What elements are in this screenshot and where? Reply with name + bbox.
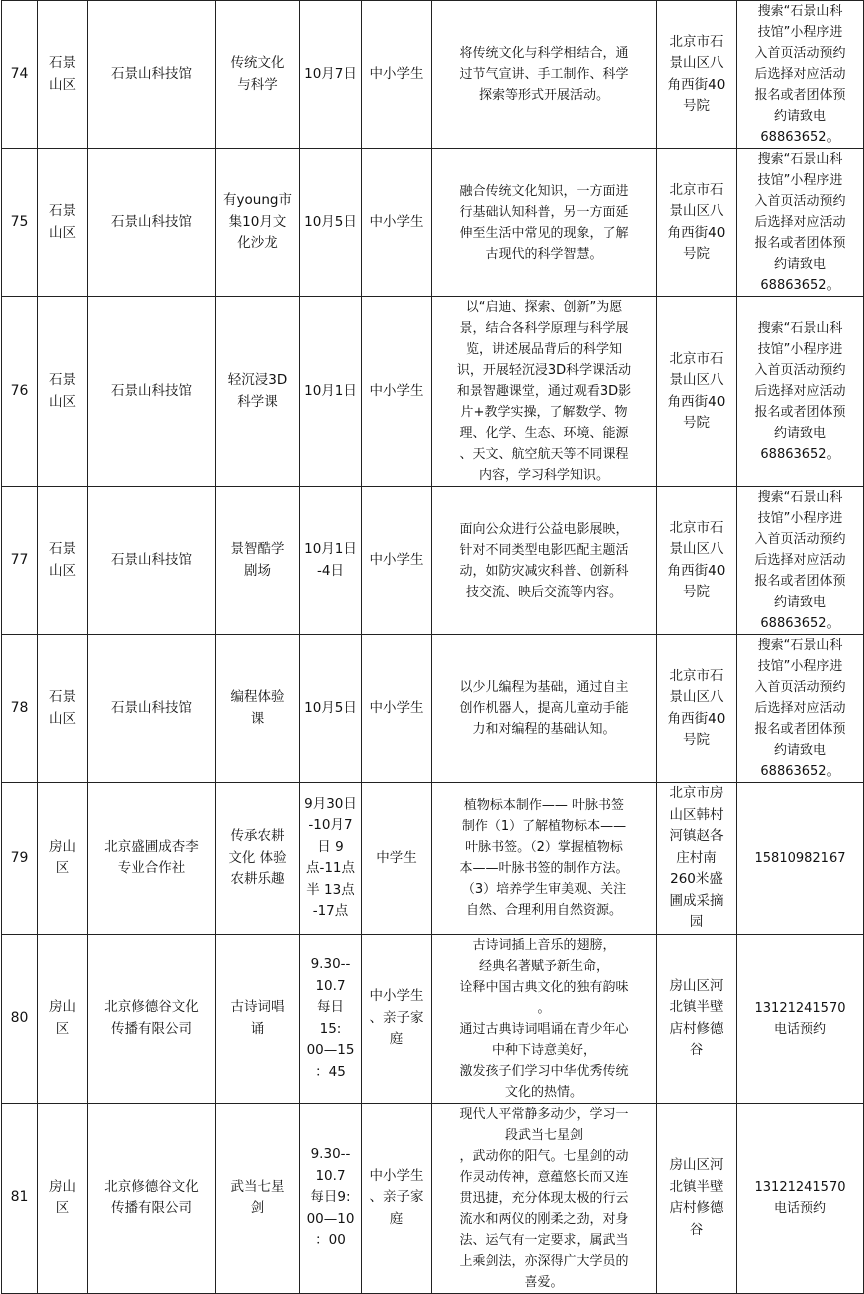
organizer-cell: 石景山科技馆 (88, 487, 216, 635)
audience-cell: 中小学生 、亲子家 庭 (362, 934, 432, 1103)
date-cell: 9月30日 -10月7 日 9 点-11点 半 13点 -17点 (300, 783, 362, 935)
address-cell: 北京市石 景山区八 角西街40 号院 (657, 149, 737, 297)
description-cell: 将传统文化与科学相结合，通 过节气宣讲、手工制作、科学 探索等形式开展活动。 (432, 1, 657, 149)
description-cell: 融合传统文化知识，一方面进 行基础认知科普，另一方面延 伸至生活中常见的现象，了解 古现代的科学智慧。 (432, 149, 657, 297)
district-cell: 石景 山区 (38, 1, 88, 149)
district-cell: 房山 区 (38, 783, 88, 935)
activity-name-cell: 传统文化 与科学 (216, 1, 300, 149)
audience-cell: 中小学生 、亲子家 庭 (362, 1103, 432, 1293)
activity-table (1, 0, 864, 1294)
audience-cell: 中小学生 (362, 1, 432, 149)
table-row (2, 934, 864, 1103)
activity-name-cell: 传承农耕 文化 体验 农耕乐趣 (216, 783, 300, 935)
table-row (2, 487, 864, 635)
contact-cell: 搜索“石景山科 技馆”小程序进 入首页活动预约 后选择对应活动 报名或者团体预 约请致电 68863652。 (737, 487, 864, 635)
organizer-cell: 北京盛圃成杏李 专业合作社 (88, 783, 216, 935)
contact-cell: 13121241570 电话预约 (737, 1103, 864, 1293)
organizer-cell: 石景山科技馆 (88, 297, 216, 487)
date-cell: 10月1日 -4日 (300, 487, 362, 635)
district-cell: 房山 区 (38, 934, 88, 1103)
date-cell: 10月7日 (300, 1, 362, 149)
row-number: 75 (2, 149, 38, 297)
address-cell: 房山区河 北镇半壁 店村修德 谷 (657, 1103, 737, 1293)
audience-cell: 中小学生 (362, 487, 432, 635)
audience-cell: 中小学生 (362, 297, 432, 487)
organizer-cell: 北京修德谷文化 传播有限公司 (88, 1103, 216, 1293)
row-number: 74 (2, 1, 38, 149)
date-cell: 9.30-- 10.7 每日 15: 00—15 ：45 (300, 934, 362, 1103)
table-body (2, 1, 864, 1294)
organizer-cell: 石景山科技馆 (88, 149, 216, 297)
table-row (2, 297, 864, 487)
date-cell: 10月5日 (300, 635, 362, 783)
district-cell: 石景 山区 (38, 487, 88, 635)
row-number: 77 (2, 487, 38, 635)
table-row (2, 149, 864, 297)
activity-name-cell: 轻沉浸3D 科学课 (216, 297, 300, 487)
description-cell: 面向公众进行公益电影展映， 针对不同类型电影匹配主题活 动，如防灾减灾科普、创新科 技交流、映后交流等内容。 (432, 487, 657, 635)
contact-cell: 搜索“石景山科 技馆”小程序进 入首页活动预约 后选择对应活动 报名或者团体预 约请致电 68863652。 (737, 297, 864, 487)
activity-name-cell: 有young市 集10月文 化沙龙 (216, 149, 300, 297)
date-cell: 10月1日 (300, 297, 362, 487)
description-cell: 古诗词插上音乐的翅膀， 经典名著赋予新生命， 诠释中国古典文化的独有韵味 。 通过古典诗词唱诵在青少年心 中种下诗意美好， 激发孩子们学习中华优秀传统 文化的热情。 (432, 934, 657, 1103)
activity-name-cell: 武当七星 剑 (216, 1103, 300, 1293)
district-cell: 石景 山区 (38, 149, 88, 297)
row-number: 76 (2, 297, 38, 487)
address-cell: 北京市房 山区韩村 河镇赵各 庄村南 260米盛 圃成采摘 园 (657, 783, 737, 935)
table-row (2, 1103, 864, 1293)
contact-cell: 搜索“石景山科 技馆”小程序进 入首页活动预约 后选择对应活动 报名或者团体预 约请致电 68863652。 (737, 635, 864, 783)
contact-cell: 13121241570 电话预约 (737, 934, 864, 1103)
organizer-cell: 北京修德谷文化 传播有限公司 (88, 934, 216, 1103)
date-cell: 10月5日 (300, 149, 362, 297)
district-cell: 房山 区 (38, 1103, 88, 1293)
audience-cell: 中学生 (362, 783, 432, 935)
activity-name-cell: 编程体验 课 (216, 635, 300, 783)
audience-cell: 中小学生 (362, 149, 432, 297)
organizer-cell: 石景山科技馆 (88, 635, 216, 783)
table-row (2, 635, 864, 783)
row-number: 80 (2, 934, 38, 1103)
contact-cell: 搜索“石景山科 技馆”小程序进 入首页活动预约 后选择对应活动 报名或者团体预 约请致电 68863652。 (737, 1, 864, 149)
activity-name-cell: 古诗词唱 诵 (216, 934, 300, 1103)
description-cell: 现代人平常静多动少，学习一 段武当七星剑 ，武动你的阳气。七星剑的动 作灵动传神，意蕴悠长而又连 贯迅捷，充分体现太极的行云 流水和两仪的刚柔之劲，对身 法、运气有一定要求，属武当 上乘剑法，亦深得广大学员的 喜爱。 (432, 1103, 657, 1293)
contact-cell: 15810982167 (737, 783, 864, 935)
row-number: 79 (2, 783, 38, 935)
organizer-cell: 石景山科技馆 (88, 1, 216, 149)
contact-cell: 搜索“石景山科 技馆”小程序进 入首页活动预约 后选择对应活动 报名或者团体预 约请致电 68863652。 (737, 149, 864, 297)
table-row (2, 783, 864, 935)
activity-name-cell: 景智酷学 剧场 (216, 487, 300, 635)
address-cell: 北京市石 景山区八 角西街40 号院 (657, 635, 737, 783)
address-cell: 北京市石 景山区八 角西街40 号院 (657, 1, 737, 149)
description-cell: 以少儿编程为基础，通过自主 创作机器人，提高儿童动手能 力和对编程的基础认知。 (432, 635, 657, 783)
district-cell: 石景 山区 (38, 297, 88, 487)
audience-cell: 中小学生 (362, 635, 432, 783)
district-cell: 石景 山区 (38, 635, 88, 783)
row-number: 81 (2, 1103, 38, 1293)
description-cell: 以“启迪、探索、创新”为愿 景，结合各科学原理与科学展 览，讲述展品背后的科学知 识，开展轻沉浸3D科学课活动 和景智趣课堂，通过观看3D影 片+教学实操，了解数学、物 理、化学、生态、环境、能源 、天文、航空航天等不同课程 内容，学习科学知识。 (432, 297, 657, 487)
row-number: 78 (2, 635, 38, 783)
table-row (2, 1, 864, 149)
description-cell: 植物标本制作—— 叶脉书签 制作（1）了解植物标本—— 叶脉书签。（2）掌握植物标 本——叶脉书签的制作方法。 （3）培养学生审美观、关注 自然、合理利用自然资源。 (432, 783, 657, 935)
date-cell: 9.30-- 10.7 每日9: 00—10 ：00 (300, 1103, 362, 1293)
address-cell: 北京市石 景山区八 角西街40 号院 (657, 297, 737, 487)
address-cell: 房山区河 北镇半壁 店村修德 谷 (657, 934, 737, 1103)
address-cell: 北京市石 景山区八 角西街40 号院 (657, 487, 737, 635)
